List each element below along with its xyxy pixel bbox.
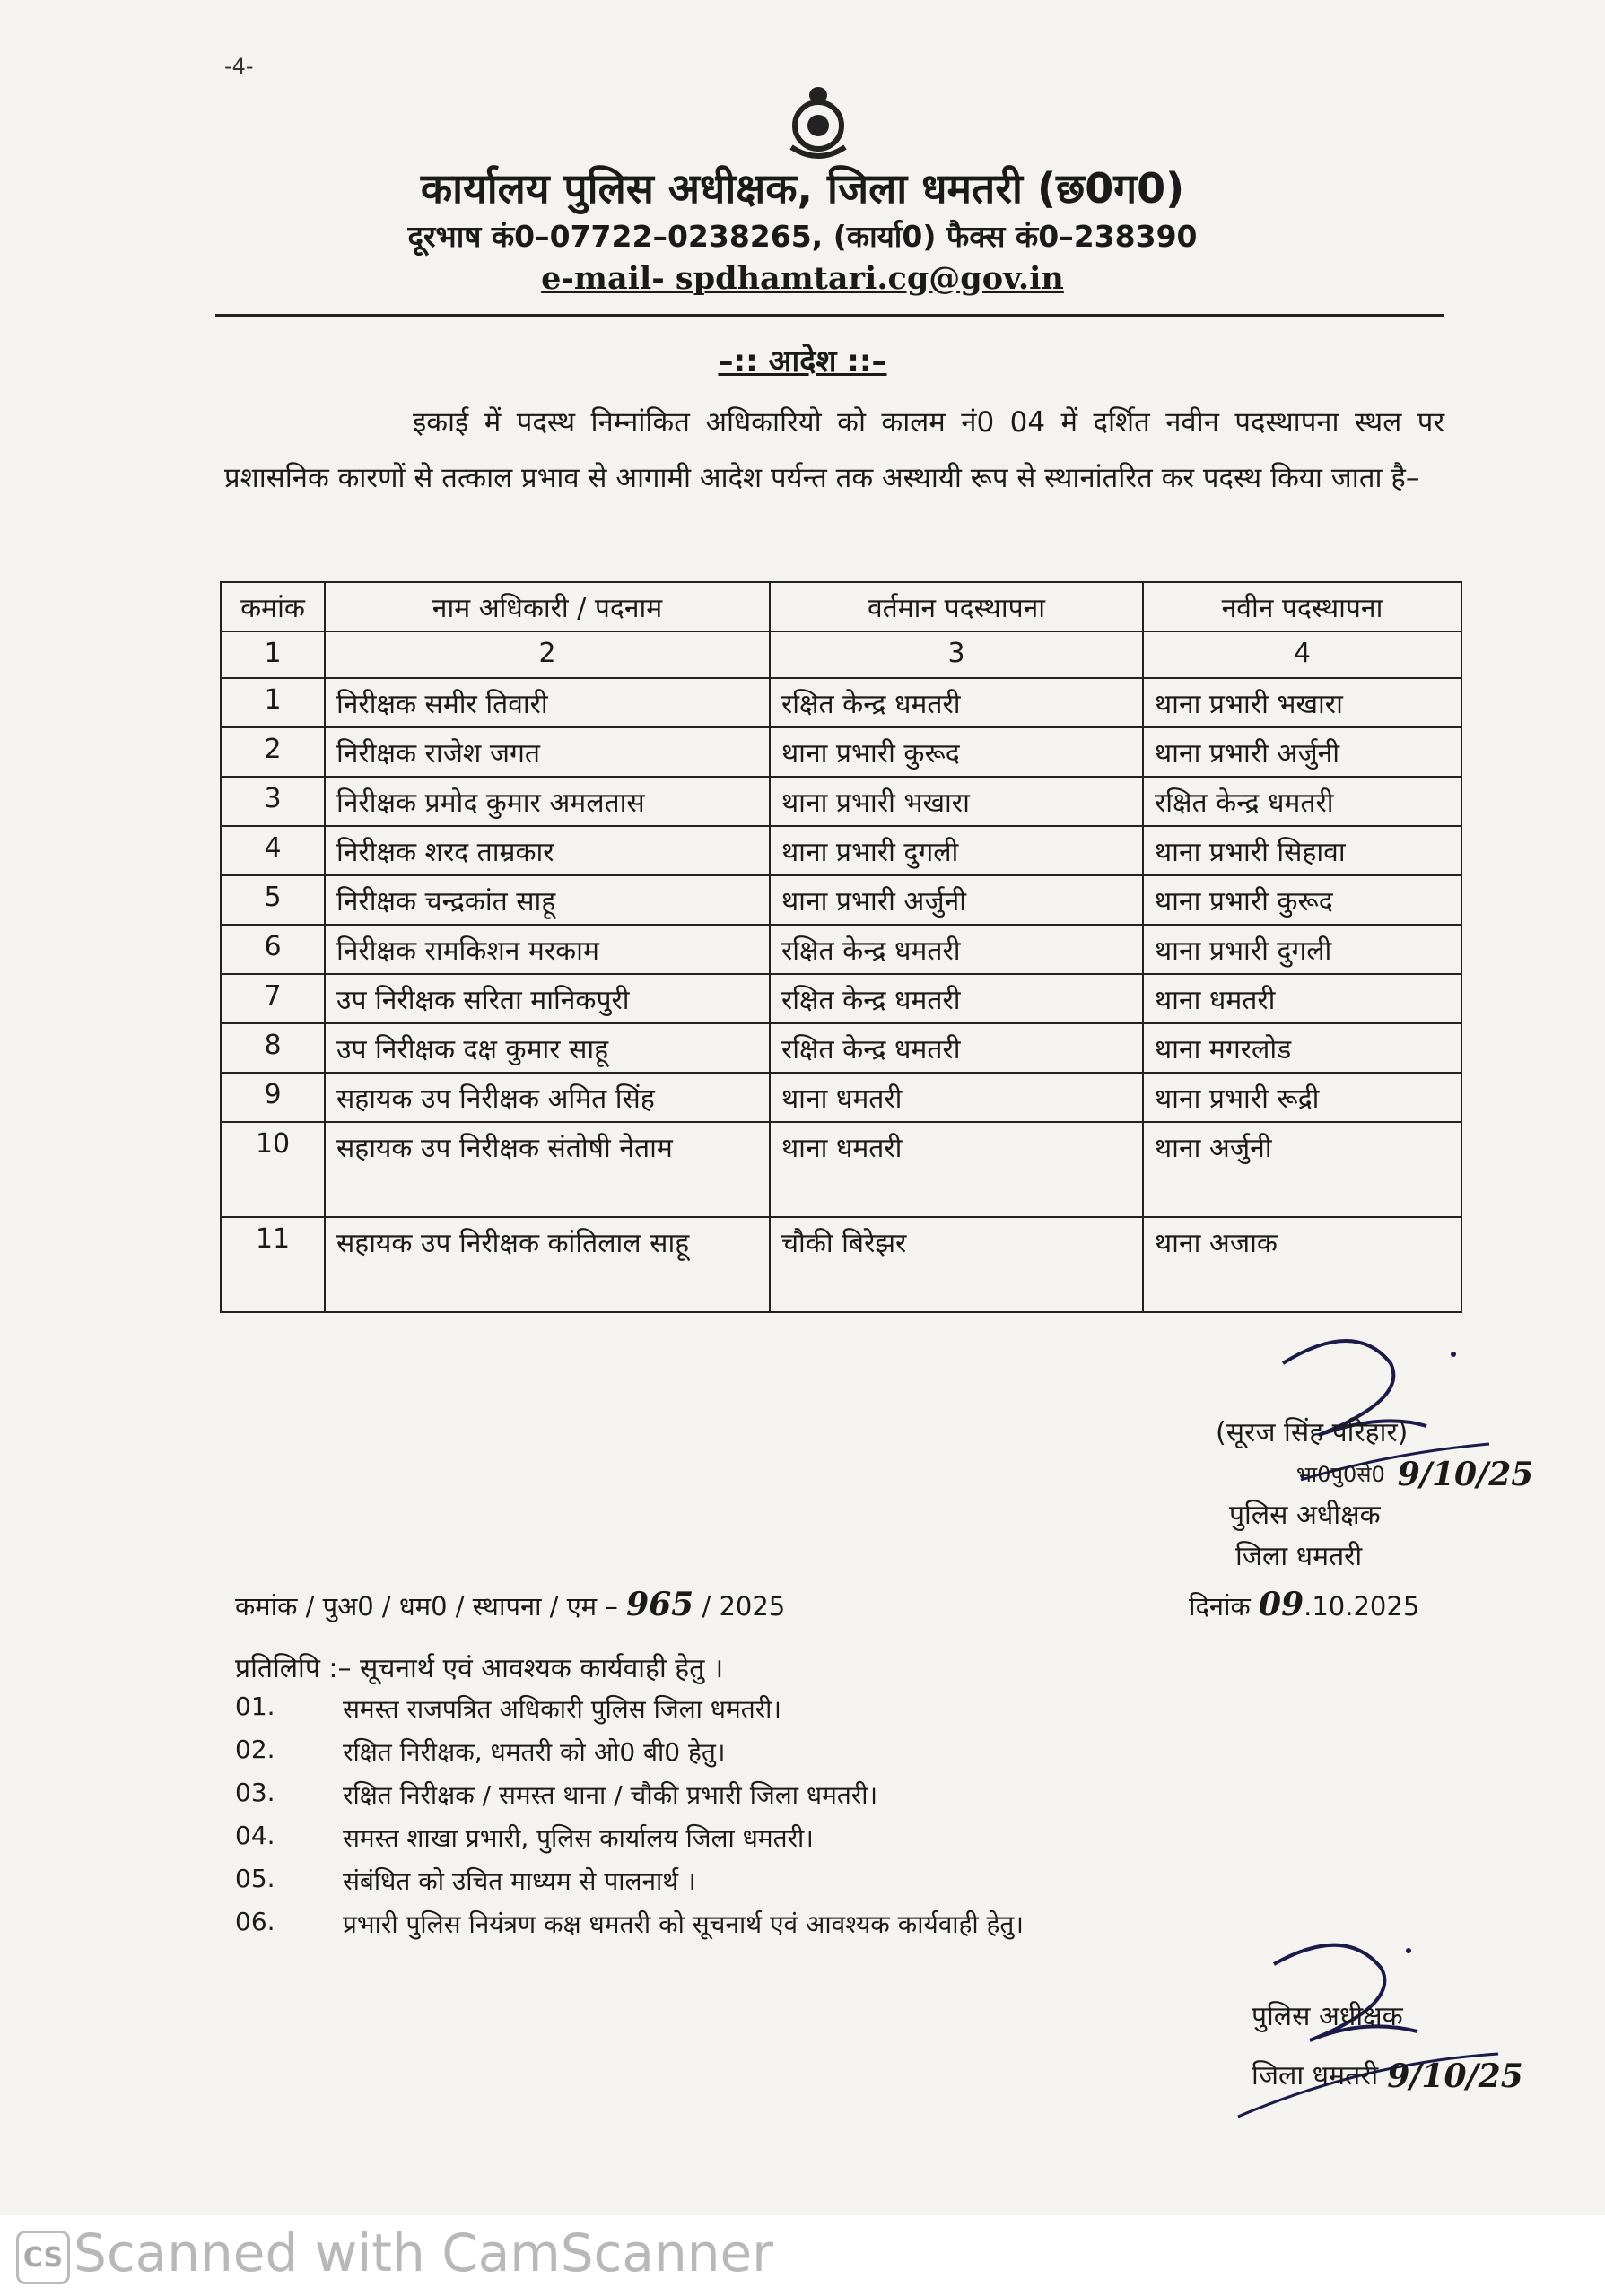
row-current-posting: रक्षित केन्द्र धमतरी [770,974,1143,1023]
row-serial: 1 [221,678,325,727]
row-current-posting: चौकी बिरेझर [770,1217,1143,1312]
row-serial: 2 [221,727,325,777]
table-row [221,1122,1461,1217]
handwritten-day: 09 [1259,1586,1304,1623]
row-officer-name: सहायक उप निरीक्षक कांतिलाल साहू [325,1217,770,1312]
row-current-posting: थाना प्रभारी कुरूद [770,727,1143,777]
signature-block-2 [1252,1996,1523,2097]
col-number: 1 [221,631,325,678]
list-item-number: 04. [235,1821,275,1850]
scanner-watermark: Scanned with CamScanner [74,2222,774,2283]
header-divider [215,314,1444,317]
row-current-posting: थाना प्रभारी दुगली [770,826,1143,875]
reference-number: कमांक / पुअ0 / धम0 / स्थापना / एम – 965 / 2025 [235,1586,786,1623]
row-serial: 9 [221,1073,325,1122]
signature-block [1216,1413,1533,1578]
signatory-designation: पुलिस अधीक्षक [1252,2001,1403,2032]
table-row [221,777,1461,826]
row-officer-name: निरीक्षक समीर तिवारी [325,678,770,727]
col-number: 4 [1143,631,1461,678]
row-current-posting: थाना धमतरी [770,1073,1143,1122]
table-row [221,974,1461,1023]
row-new-posting: थाना प्रभारी भखारा [1143,678,1461,727]
row-current-posting: थाना धमतरी [770,1122,1143,1217]
list-item [235,1864,1024,1907]
signatory-district: जिला धमतरी [1235,1541,1363,1572]
list-item [235,1692,1024,1735]
col-header-serial: कमांक [221,582,325,631]
row-serial: 3 [221,777,325,826]
list-item [235,1907,1024,1950]
police-emblem-icon [782,83,854,161]
row-new-posting: थाना अर्जुनी [1143,1122,1461,1217]
order-date: दिनांक 09.10.2025 [1189,1586,1420,1623]
row-new-posting: थाना अजाक [1143,1217,1461,1312]
row-serial: 8 [221,1023,325,1073]
row-officer-name: निरीक्षक प्रमोद कुमार अमलतास [325,777,770,826]
list-item-number: 05. [235,1864,275,1893]
office-phone: दूरभाष कं0–07722–0238265, (कार्या0) फैक्स कं0–238390 [407,219,1198,254]
page-number: -4- [224,54,254,79]
list-item-number: 03. [235,1778,275,1807]
camscanner-logo-icon: CS [16,2231,70,2284]
transfer-table [220,581,1462,1313]
signature-date: 9/10/25 [1397,1456,1534,1493]
list-item-number: 01. [235,1692,275,1721]
table-colnum-row [221,631,1461,678]
row-officer-name: निरीक्षक रामकिशन मरकाम [325,925,770,974]
row-officer-name: निरीक्षक शरद ताम्रकार [325,826,770,875]
row-officer-name: सहायक उप निरीक्षक संतोषी नेताम [325,1122,770,1217]
row-officer-name: निरीक्षक राजेश जगत [325,727,770,777]
signatory-service: भा0पु0से0 [1296,1462,1385,1487]
table-row [221,1023,1461,1073]
table-row [221,1217,1461,1312]
col-header-current: वर्तमान पदस्थापना [770,582,1143,631]
row-serial: 11 [221,1217,325,1312]
table-row [221,727,1461,777]
signature-date: 9/10/25 [1387,2057,1523,2095]
list-item-number: 02. [235,1735,275,1764]
copy-to-list [235,1692,1024,1950]
table-header-row [221,582,1461,631]
col-header-new: नवीन पदस्थापना [1143,582,1461,631]
row-new-posting: थाना प्रभारी अर्जुनी [1143,727,1461,777]
office-email: e-mail- spdhamtari.cg@gov.in [541,260,1064,297]
list-item [235,1821,1024,1864]
list-item-text: रक्षित निरीक्षक, धमतरी को ओ0 बी0 हेतु। [343,1737,726,1767]
row-new-posting: थाना प्रभारी रूद्री [1143,1073,1461,1122]
row-current-posting: रक्षित केन्द्र धमतरी [770,1023,1143,1073]
row-new-posting: थाना प्रभारी कुरूद [1143,875,1461,925]
list-item [235,1735,1024,1778]
row-serial: 5 [221,875,325,925]
table-row [221,826,1461,875]
table-row [221,875,1461,925]
signatory-designation: पुलिस अधीक्षक [1229,1500,1381,1531]
row-current-posting: थाना प्रभारी अर्जुनी [770,875,1143,925]
row-officer-name: सहायक उप निरीक्षक अमित सिंह [325,1073,770,1122]
table-row [221,678,1461,727]
row-new-posting: थाना मगरलोड [1143,1023,1461,1073]
order-intro: इकाई में पदस्थ निम्नांकित अधिकारियो को कालम नं0 04 में दर्शित नवीन पदस्थापना स्थल पर प्रशासनिक कारणों से तत्काल प्रभाव से आगामी आदेश पर्यन्त तक अस्थायी रूप से स्थानांतरित कर पदस्थ किया जाता है– [224,406,1444,494]
list-item-text: रक्षित निरीक्षक / समस्त थाना / चौकी प्रभारी जिला धमतरी। [343,1780,878,1810]
row-current-posting: रक्षित केन्द्र धमतरी [770,925,1143,974]
row-officer-name: निरीक्षक चन्द्रकांत साहू [325,875,770,925]
col-number: 3 [770,631,1143,678]
row-current-posting: थाना प्रभारी भखारा [770,777,1143,826]
row-officer-name: उप निरीक्षक सरिता मानिकपुरी [325,974,770,1023]
signatory-district: जिला धमतरी [1252,2060,1379,2092]
list-item [235,1778,1024,1821]
list-item-text: संबंधित को उचित माध्यम से पालनार्थ । [343,1866,696,1896]
row-new-posting: थाना धमतरी [1143,974,1461,1023]
row-current-posting: रक्षित केन्द्र धमतरी [770,678,1143,727]
list-item-text: समस्त राजपत्रित अधिकारी पुलिस जिला धमतरी। [343,1694,781,1724]
order-title: –:: आदेश ::– [718,344,887,379]
col-number: 2 [325,631,770,678]
table-row [221,925,1461,974]
copy-to-heading: प्रतिलिपि :– सूचनार्थ एवं आवश्यक कार्यवाही हेतु । [235,1653,724,1684]
row-new-posting: थाना प्रभारी दुगली [1143,925,1461,974]
table-row [221,1073,1461,1122]
row-officer-name: उप निरीक्षक दक्ष कुमार साहू [325,1023,770,1073]
office-title: कार्यालय पुलिस अधीक्षक, जिला धमतरी (छ0ग0) [420,164,1185,213]
row-serial: 7 [221,974,325,1023]
handwritten-ref-no: 965 [626,1586,694,1623]
col-header-name: नाम अधिकारी / पदनाम [325,582,770,631]
row-new-posting: थाना प्रभारी सिहावा [1143,826,1461,875]
list-item-number: 06. [235,1907,275,1936]
list-item-text: प्रभारी पुलिस नियंत्रण कक्ष धमतरी को सूचनार्थ एवं आवश्यक कार्यवाही हेतु। [343,1909,1024,1939]
row-serial: 6 [221,925,325,974]
signatory-name: (सूरज सिंह परिहार) [1216,1417,1409,1448]
row-serial: 4 [221,826,325,875]
row-serial: 10 [221,1122,325,1217]
list-item-text: समस्त शाखा प्रभारी, पुलिस कार्यालय जिला धमतरी। [343,1823,814,1853]
row-new-posting: रक्षित केन्द्र धमतरी [1143,777,1461,826]
